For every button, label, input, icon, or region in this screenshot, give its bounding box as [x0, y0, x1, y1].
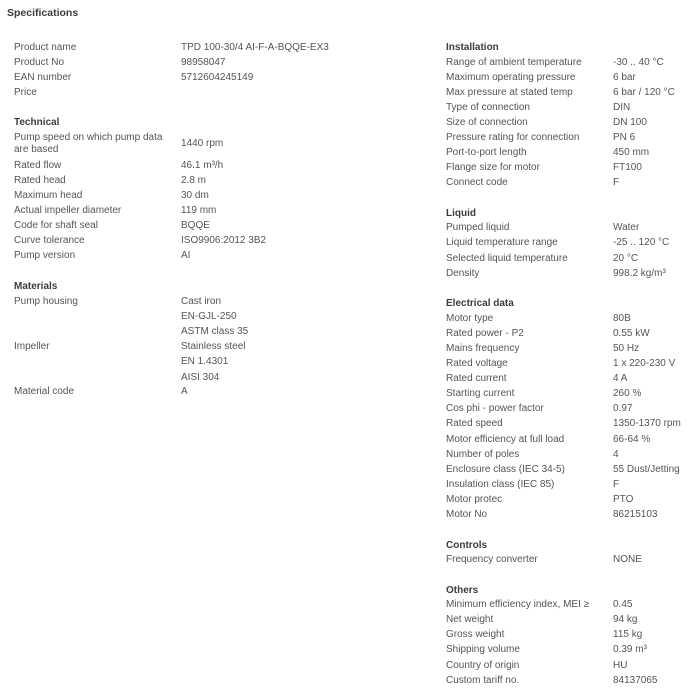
- spec-value: EN-GJL-250: [181, 311, 237, 323]
- spec-row: [446, 251, 700, 266]
- motor-no-link[interactable]: 86215103: [613, 508, 658, 520]
- spec-label: Product No: [14, 56, 65, 68]
- installation-section: [446, 40, 700, 191]
- spec-value: 115 kg: [613, 629, 643, 641]
- spec-row: [14, 158, 414, 173]
- spec-label: Pumped liquid: [446, 222, 510, 234]
- spec-value: BQQE: [181, 220, 210, 232]
- spec-label: EAN number: [14, 71, 72, 83]
- spec-row: [14, 234, 414, 249]
- spec-row: [446, 658, 700, 673]
- materials-section: [14, 279, 414, 400]
- spec-row: [446, 176, 700, 191]
- spec-value: PN 6: [613, 132, 636, 144]
- spec-value: 119 mm: [181, 205, 217, 217]
- section-heading: Installation: [446, 42, 499, 53]
- spec-row: [446, 492, 700, 507]
- spec-label: Size of connection: [446, 116, 528, 128]
- spec-label: Flange size for motor: [446, 162, 540, 174]
- spec-row: [446, 341, 700, 356]
- spec-row: [14, 294, 414, 339]
- spec-label: Pump speed on which pump data are based: [14, 132, 163, 156]
- spec-row: [446, 417, 700, 432]
- general-section: [14, 40, 414, 100]
- spec-label: Shipping volume: [446, 644, 520, 656]
- spec-label: Curve tolerance: [14, 235, 85, 247]
- spec-row: [446, 55, 700, 70]
- spec-value: DIN: [613, 101, 631, 113]
- spec-row: [446, 130, 700, 145]
- technical-section: [14, 115, 414, 264]
- section-heading: Materials: [14, 281, 58, 293]
- spec-value: 6 bar / 120 °C: [613, 86, 675, 98]
- spec-value: EN 1.4301: [181, 356, 229, 368]
- spec-value: 1 x 220-230 V: [613, 358, 676, 370]
- spec-row: [14, 55, 414, 70]
- spec-label: Connect code: [446, 177, 508, 189]
- spec-label: Max pressure at stated temp: [446, 86, 573, 98]
- spec-row: [14, 189, 414, 204]
- spec-row: [446, 70, 700, 85]
- spec-label: Price: [14, 86, 37, 98]
- spec-label: Net weight: [446, 614, 494, 626]
- spec-label: Rated head: [14, 175, 66, 187]
- spec-label: Port-to-port length: [446, 147, 527, 159]
- spec-row: [446, 357, 700, 372]
- spec-label: Range of ambient temperature: [446, 56, 582, 68]
- spec-row: [446, 311, 700, 326]
- spec-value: A: [181, 386, 188, 398]
- spec-value: 0.97: [613, 403, 633, 415]
- spec-row: [446, 553, 700, 568]
- spec-row: [446, 613, 700, 628]
- spec-row: [446, 432, 700, 447]
- spec-row: [446, 326, 700, 341]
- spec-row: [14, 249, 414, 264]
- spec-label: Selected liquid temperature: [446, 252, 568, 264]
- spec-row: [446, 115, 700, 130]
- spec-value: F: [613, 177, 620, 189]
- spec-label: Motor protec: [446, 493, 503, 505]
- spec-row: [446, 146, 700, 161]
- spec-value: 0.55 kW: [613, 327, 650, 339]
- spec-row: [446, 221, 700, 236]
- spec-label: Starting current: [446, 388, 515, 400]
- spec-value: 30 dm: [181, 190, 209, 202]
- spec-value: NONE: [613, 554, 642, 566]
- spec-row: [446, 477, 700, 492]
- controls-section: [446, 538, 700, 568]
- spec-row: [446, 643, 700, 658]
- spec-value: 46.1 m³/h: [181, 159, 224, 171]
- spec-row: [446, 462, 700, 477]
- spec-row: [14, 85, 414, 100]
- spec-row: [446, 447, 700, 462]
- spec-label: Maximum head: [14, 190, 83, 202]
- spec-value: 5712604245149: [181, 71, 254, 83]
- spec-value: 260 %: [613, 388, 642, 400]
- spec-label: Number of poles: [446, 448, 520, 460]
- spec-label: Enclosure class (IEC 34-5): [446, 463, 565, 475]
- spec-row: [14, 40, 414, 55]
- spec-row: [446, 85, 700, 100]
- spec-row: [14, 173, 414, 188]
- left-column: [14, 40, 414, 400]
- spec-row: [446, 402, 700, 417]
- spec-value: AI: [181, 250, 191, 262]
- electrical-section: [446, 296, 700, 522]
- right-column: [446, 40, 700, 688]
- spec-label: Cos phi - power factor: [446, 403, 544, 415]
- spec-value: 2.8 m: [181, 175, 207, 187]
- spec-row: [14, 339, 414, 384]
- spec-label: Rated voltage: [446, 358, 508, 370]
- spec-value: F: [613, 478, 620, 490]
- spec-row: [446, 387, 700, 402]
- spec-value: 50 Hz: [613, 342, 640, 354]
- spec-label: Material code: [14, 386, 75, 398]
- page-title: Specifications: [7, 7, 79, 19]
- section-heading: Liquid: [446, 207, 476, 219]
- spec-label: Product name: [14, 41, 77, 53]
- spec-value: AISI 304: [181, 371, 220, 383]
- spec-row: [14, 385, 414, 400]
- spec-row: [14, 204, 414, 219]
- spec-value: Stainless steel: [181, 341, 246, 353]
- spec-value: -25 .. 120 °C: [613, 237, 670, 249]
- spec-label: Motor type: [446, 312, 494, 324]
- spec-row: [446, 507, 700, 522]
- spec-label: Insulation class (IEC 85): [446, 478, 555, 490]
- spec-label: Maximum operating pressure: [446, 71, 576, 83]
- spec-value: 80B: [613, 312, 631, 324]
- spec-label: Pump version: [14, 250, 76, 262]
- spec-row: [14, 130, 414, 158]
- spec-row: [446, 266, 700, 281]
- spec-value: 4: [613, 448, 619, 460]
- spec-value: 1350-1370 rpm: [613, 418, 681, 430]
- spec-row: [14, 219, 414, 234]
- spec-label: Custom tariff no.: [446, 674, 520, 686]
- spec-row: [446, 236, 700, 251]
- spec-value: 0.45: [613, 599, 633, 611]
- spec-value: 998.2 kg/m³: [613, 267, 666, 279]
- section-heading: Technical: [14, 117, 60, 129]
- spec-label: Minimum efficiency index, MEI ≥: [446, 599, 590, 611]
- spec-value: 55 Dust/Jetting: [613, 463, 680, 475]
- spec-row: [446, 628, 700, 643]
- spec-row: [446, 100, 700, 115]
- spec-value: HU: [613, 659, 628, 671]
- spec-label: Code for shaft seal: [14, 220, 98, 232]
- spec-label: Country of origin: [446, 659, 520, 671]
- liquid-section: [446, 206, 700, 281]
- spec-value: Water: [613, 222, 640, 234]
- spec-value: 66-64 %: [613, 433, 651, 445]
- spec-value: DN 100: [613, 116, 647, 128]
- section-heading: Others: [446, 584, 479, 596]
- spec-row: [446, 161, 700, 176]
- spec-value: 98958047: [181, 56, 226, 68]
- spec-label: Rated speed: [446, 418, 503, 430]
- spec-label: Density: [446, 267, 480, 279]
- others-section: [446, 583, 700, 689]
- spec-value: Cast iron: [181, 296, 222, 308]
- spec-value: 0.39 m³: [613, 644, 647, 656]
- spec-label: Impeller: [14, 341, 50, 353]
- spec-value: TPD 100-30/4 AI-F-A-BQQE-EX3: [181, 41, 329, 53]
- spec-label: Motor No: [446, 508, 488, 520]
- spec-value: 6 bar: [613, 71, 636, 83]
- spec-label: Liquid temperature range: [446, 237, 558, 249]
- spec-label: Rated power - P2: [446, 327, 524, 339]
- spec-row: [14, 70, 414, 85]
- spec-value: 1440 rpm: [181, 138, 224, 150]
- spec-label: Gross weight: [446, 629, 505, 641]
- spec-label: Pump housing: [14, 296, 78, 308]
- spec-value: 94 kg: [613, 614, 638, 626]
- spec-row: [446, 598, 700, 613]
- spec-label: Mains frequency: [446, 342, 520, 354]
- spec-value: 84137065: [613, 674, 658, 686]
- spec-label: Type of connection: [446, 101, 530, 113]
- section-heading: Controls: [446, 539, 488, 551]
- spec-value: FT100: [613, 162, 642, 174]
- spec-value: PTO: [613, 493, 634, 505]
- spec-label: Motor efficiency at full load: [446, 433, 565, 445]
- spec-label: Rated current: [446, 373, 507, 385]
- spec-label: Rated flow: [14, 159, 62, 171]
- spec-value: 20 °C: [613, 252, 639, 264]
- spec-label: Actual impeller diameter: [14, 205, 122, 217]
- spec-value: 450 mm: [613, 147, 650, 159]
- section-heading: Electrical data: [446, 298, 514, 310]
- spec-row: [446, 673, 700, 688]
- spec-row: [446, 372, 700, 387]
- spec-value: ISO9906:2012 3B2: [181, 235, 267, 247]
- spec-value: -30 .. 40 °C: [613, 56, 664, 68]
- spec-label: Frequency converter: [446, 554, 538, 566]
- spec-value: 4 A: [613, 373, 628, 385]
- spec-label: Pressure rating for connection: [446, 132, 580, 144]
- spec-value: ASTM class 35: [181, 326, 249, 338]
